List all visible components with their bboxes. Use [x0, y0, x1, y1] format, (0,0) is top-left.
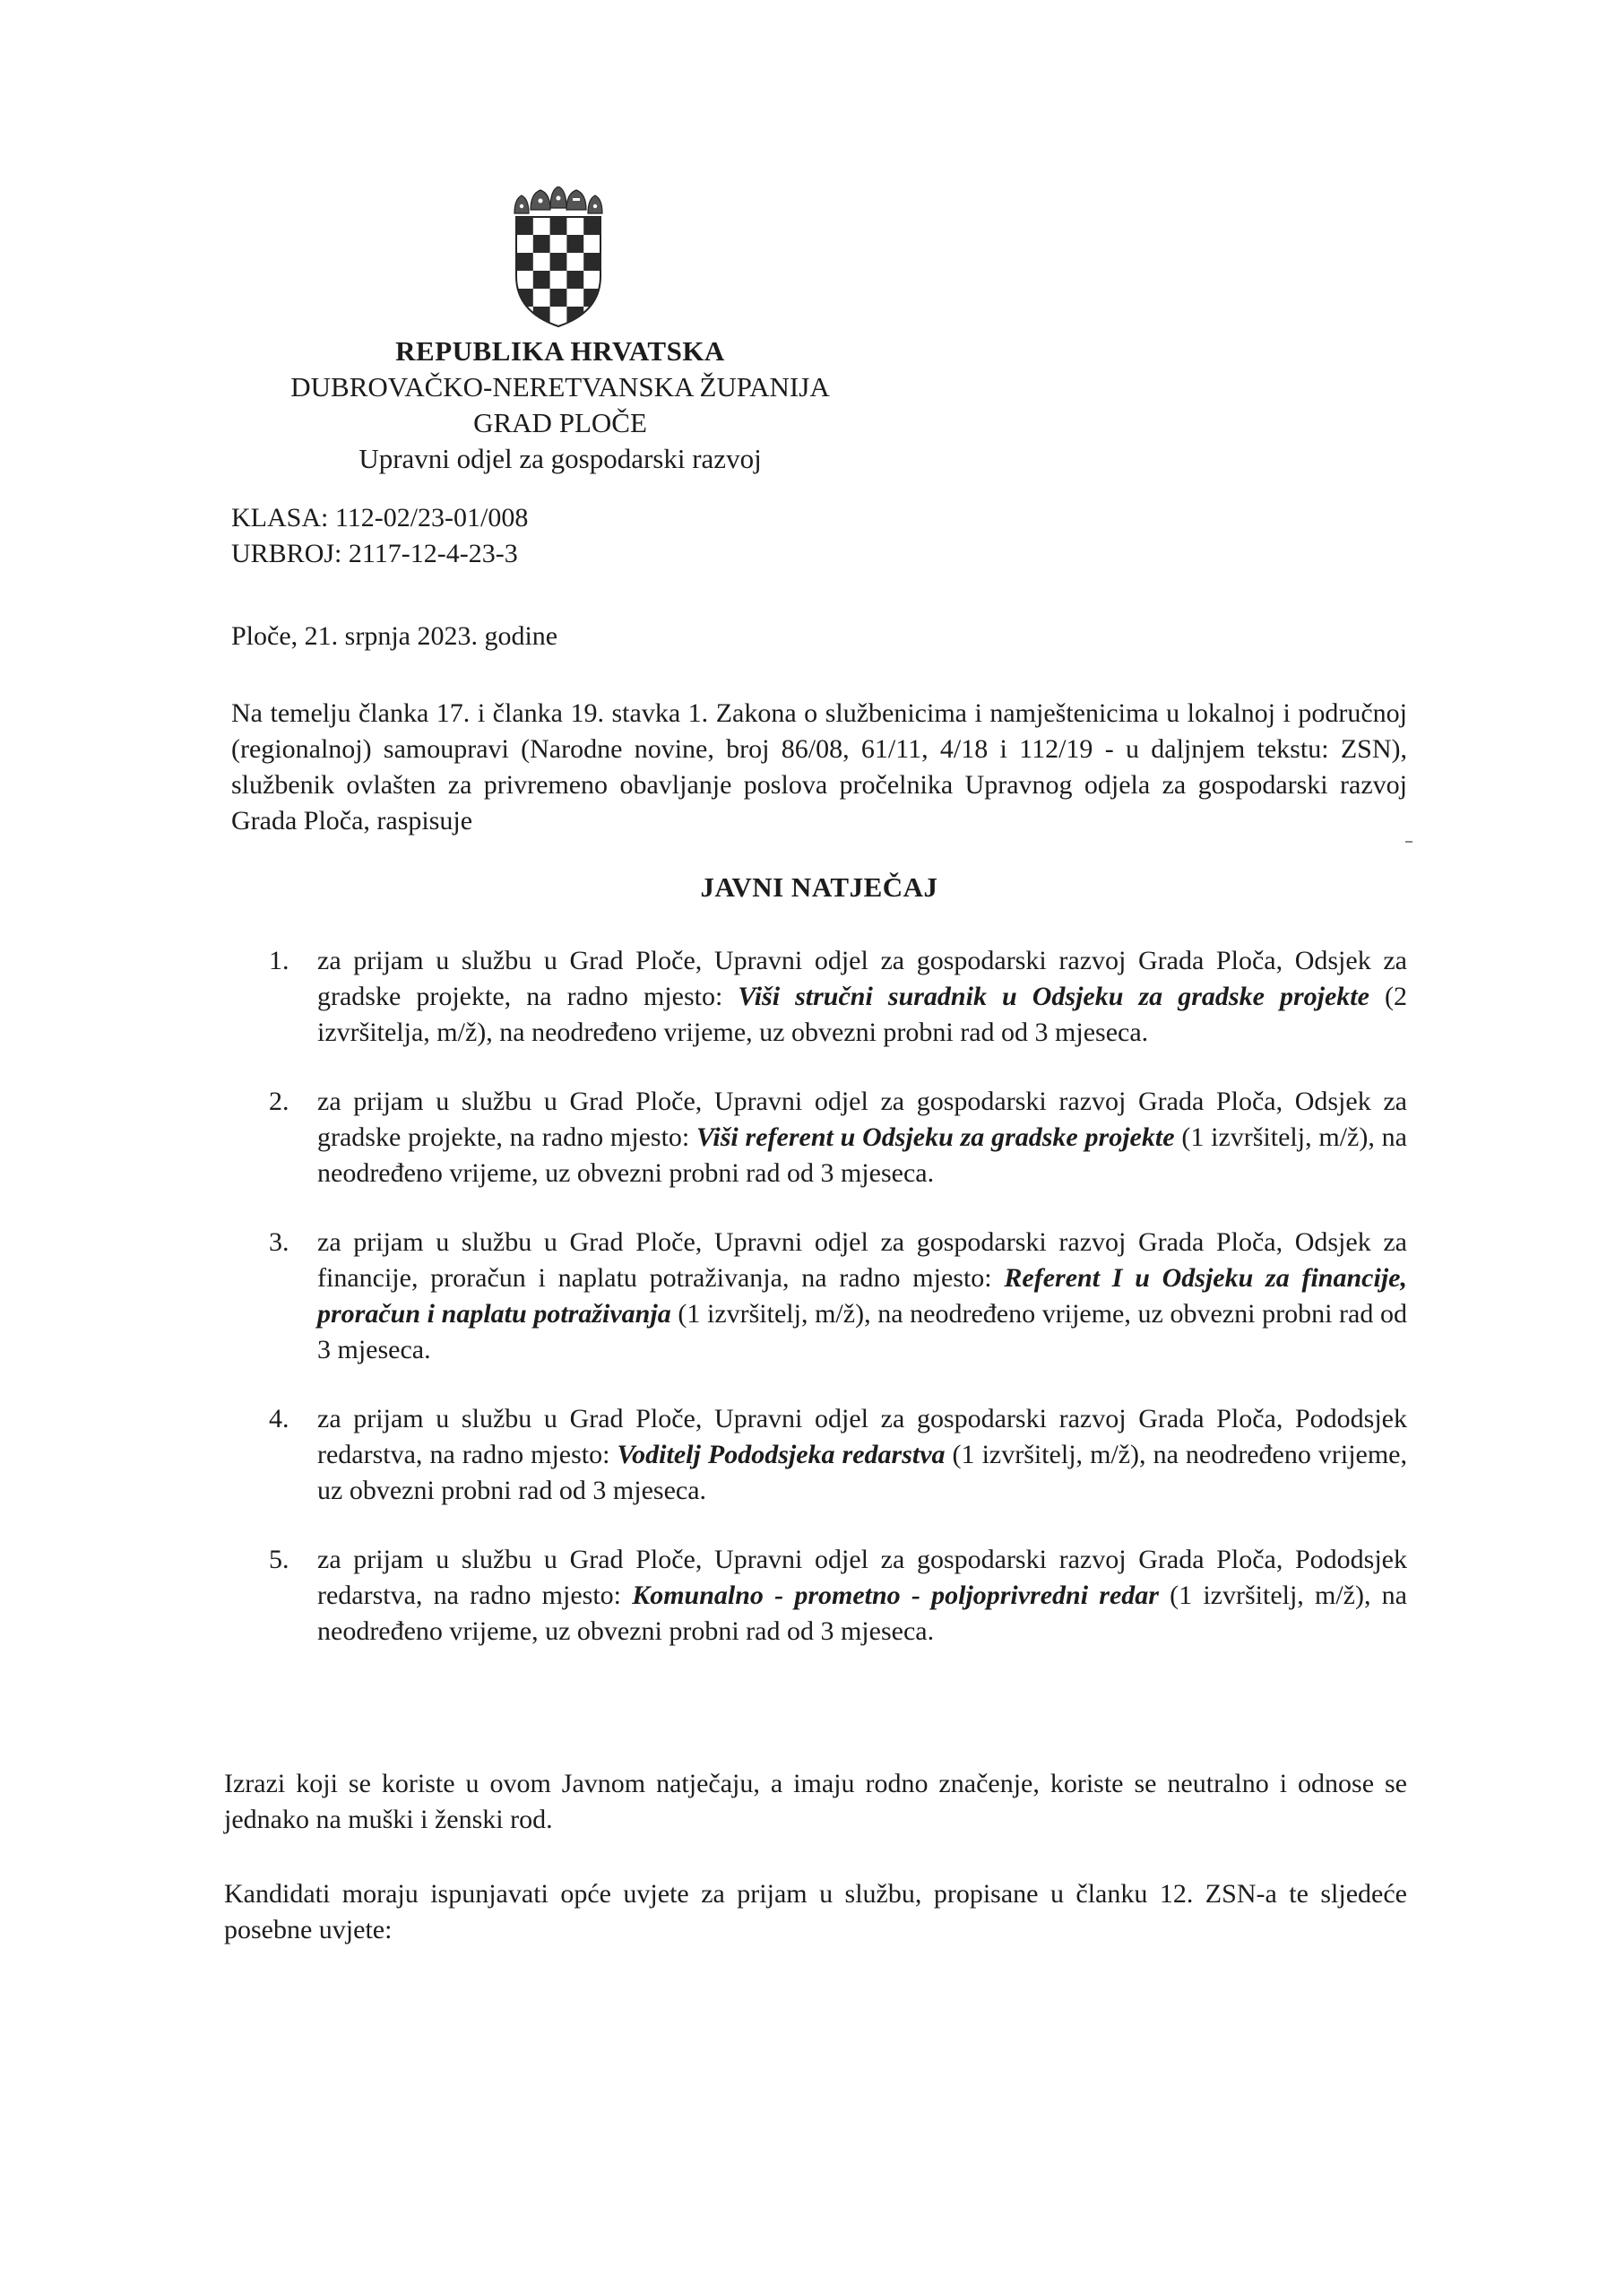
coat-checker-field: [533, 235, 550, 253]
position-title: Voditelj Pododsjeka redarstva: [617, 1440, 946, 1469]
coat-checker-field: [533, 271, 550, 289]
county-name: DUBROVAČKO-NERETVANSKA ŽUPANIJA: [290, 371, 830, 403]
list-item: [231, 943, 1407, 1051]
item-text: (2 izvršitelja, m/ž), na neodređeno vrijeme, uz obvezni probni rad od 3 mjeseca.: [317, 982, 1407, 1047]
item-text: za prijam u službu u Grad Ploče, Upravni odjel za gospodarski razvoj Grada Ploča, Odsjek za gradske projekte, na radno mjesto:: [317, 946, 1407, 1011]
coat-checker-field: [566, 235, 583, 253]
list-item: [231, 1542, 1407, 1650]
croatian-coat-of-arms-icon: [509, 186, 608, 330]
item-number: 2.: [269, 1087, 289, 1116]
item-text: (1 izvršitelj, m/ž), na neodređeno vrijeme, uz obvezni probni rad od 3 mjeseca.: [317, 1299, 1408, 1364]
conditions-intro: Kandidati moraju ispunjavati opće uvjete za prijam u službu, propisane u članku 12. ZSN-a te sljedeće posebne uvjete:: [224, 1879, 1407, 1944]
klasa: KLASA: 112-02/23-01/008: [231, 503, 529, 533]
coat-checker-field: [550, 289, 567, 307]
letterhead: [161, 333, 959, 477]
reference-numbers: [231, 500, 528, 572]
urbroj: URBROJ: 2117-12-4-23-3: [231, 539, 518, 568]
position-title: Referent I u Odsjeku za financije, proračun i naplatu potraživanja: [317, 1263, 1407, 1329]
scan-mark: [1405, 841, 1412, 843]
country-name: REPUBLIKA HRVATSKA: [395, 335, 725, 367]
position-title: Viši stručni suradnik u Odsjeku za gradske projekte: [738, 982, 1369, 1011]
item-text: za prijam u službu u Grad Ploče, Upravni odjel za gospodarski razvoj Grada Ploča, Pododsjek redarstva, na radno mjesto:: [317, 1404, 1407, 1469]
intro-paragraph: Na temelju članka 17. i članka 19. stavka 1. Zakona o službenicima i namještenicima u lokalnoj i područnoj (regionalnoj) samoupravi (Narodne novine, broj 86/08, 61/11, 4/18 i 112/19 - u daljnjem tekstu: ZSN), službenik ovlašten za privremeno obavljanje poslova pročelnika Upravnog odjela za gospodarski razvoj Grada Ploča, raspisuje: [231, 698, 1407, 836]
list-item: [231, 1401, 1407, 1509]
department-name: Upravni odjel za gospodarski razvoj: [358, 443, 762, 474]
positions-list: [231, 943, 1407, 1650]
coat-checker-field: [516, 253, 533, 271]
coat-checker-field: [550, 217, 567, 235]
position-title: Viši referent u Odsjeku za gradske projekte: [696, 1122, 1175, 1152]
item-text: za prijam u službu u Grad Ploče, Upravni odjel za gospodarski razvoj Grada Ploča, Pododsjek redarstva, na radno mjesto:: [317, 1545, 1407, 1610]
item-text: (1 izvršitelj, m/ž), na neodređeno vrijeme, uz obvezni probni rad od 3 mjeseca.: [317, 1440, 1407, 1505]
gender-neutral-note: Izrazi koji se koriste u ovom Javnom natječaju, a imaju rodno značenje, koriste se neutralno i odnose se jednako na muški i ženski rod.: [224, 1769, 1407, 1834]
item-text: za prijam u službu u Grad Ploče, Upravni odjel za gospodarski razvoj Grada Ploča, Odsjek za gradske projekte, na radno mjesto:: [317, 1087, 1407, 1152]
coat-checker-field: [516, 217, 533, 235]
coat-checker-field: [583, 253, 600, 271]
city-name: GRAD PLOČE: [473, 407, 647, 438]
item-text: (1 izvršitelj, m/ž), na neodređeno vrijeme, uz obvezni probni rad od 3 mjeseca.: [317, 1122, 1407, 1188]
item-number: 1.: [269, 946, 289, 975]
position-title: Komunalno - prometno - poljoprivredni redar: [632, 1581, 1159, 1610]
list-item: [231, 1084, 1407, 1191]
item-number: 4.: [269, 1404, 289, 1433]
coat-checker-field: [550, 253, 567, 271]
coat-checker-field: [583, 217, 600, 235]
item-text: (1 izvršitelj, m/ž), na neodređeno vrijeme, uz obvezni probni rad od 3 mjeseca.: [317, 1581, 1407, 1646]
item-number: 5.: [269, 1545, 289, 1574]
document-title: JAVNI NATJEČAJ: [700, 871, 938, 903]
coat-checker-field: [566, 271, 583, 289]
item-number: 3.: [269, 1227, 289, 1257]
list-item: [231, 1225, 1407, 1368]
document-date: Ploče, 21. srpnja 2023. godine: [231, 621, 558, 651]
item-text: za prijam u službu u Grad Ploče, Upravni odjel za gospodarski razvoj Grada Ploča, Odsjek za financije, proračun i naplatu potraživanja, na radno mjesto:: [317, 1227, 1407, 1293]
